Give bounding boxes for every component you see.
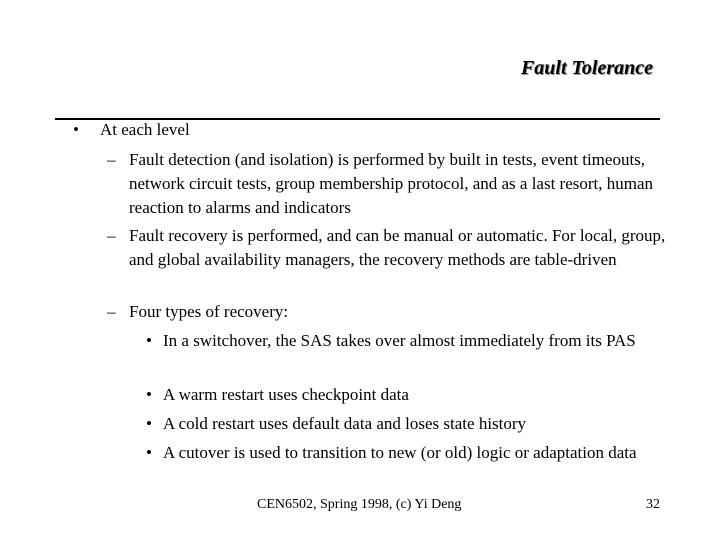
sub-bullet-fault-recovery bbox=[107, 224, 667, 272]
bullet-marker: • bbox=[146, 385, 152, 404]
bullet-marker: • bbox=[146, 443, 152, 462]
bullet-text: At each level bbox=[100, 120, 190, 139]
bullet-text: Fault detection (and isolation) is performed by built in tests, event timeouts, network circuit tests, group membership protocol, and as a last resort, human reaction to alarms and indicators bbox=[129, 150, 654, 217]
slide-footer: CEN6502, Spring 1998, (c) Yi Deng bbox=[257, 497, 462, 512]
bullet-marker: • bbox=[73, 120, 79, 139]
bullet-at-each-level bbox=[73, 118, 653, 142]
bullet-text: Four types of recovery: bbox=[129, 302, 289, 321]
sub-sub-bullet-warm-restart bbox=[146, 383, 666, 407]
bullet-text: A cold restart uses default data and loses state history bbox=[163, 414, 527, 433]
slide-title: Fault Tolerance bbox=[520, 57, 653, 79]
dash-marker: – bbox=[107, 302, 116, 321]
sub-bullet-fault-detection bbox=[107, 148, 667, 220]
sub-sub-bullet-switchover bbox=[146, 329, 666, 353]
sub-sub-bullet-cold-restart bbox=[146, 412, 666, 436]
sub-sub-bullet-cutover bbox=[146, 441, 666, 465]
sub-bullet-recovery-types bbox=[107, 300, 667, 324]
bullet-marker: • bbox=[146, 331, 152, 350]
bullet-marker: • bbox=[146, 414, 152, 433]
page-number: 32 bbox=[646, 497, 660, 512]
bullet-text: A cutover is used to transition to new (or old) logic or adaptation data bbox=[163, 443, 637, 462]
bullet-text: Fault recovery is performed, and can be manual or automatic. For local, group, and global availability managers, the recovery methods are table-driven bbox=[129, 226, 666, 269]
bullet-text: A warm restart uses checkpoint data bbox=[163, 385, 409, 404]
bullet-text: In a switchover, the SAS takes over almost immediately from its PAS bbox=[163, 331, 636, 350]
dash-marker: – bbox=[107, 226, 116, 245]
dash-marker: – bbox=[107, 150, 116, 169]
